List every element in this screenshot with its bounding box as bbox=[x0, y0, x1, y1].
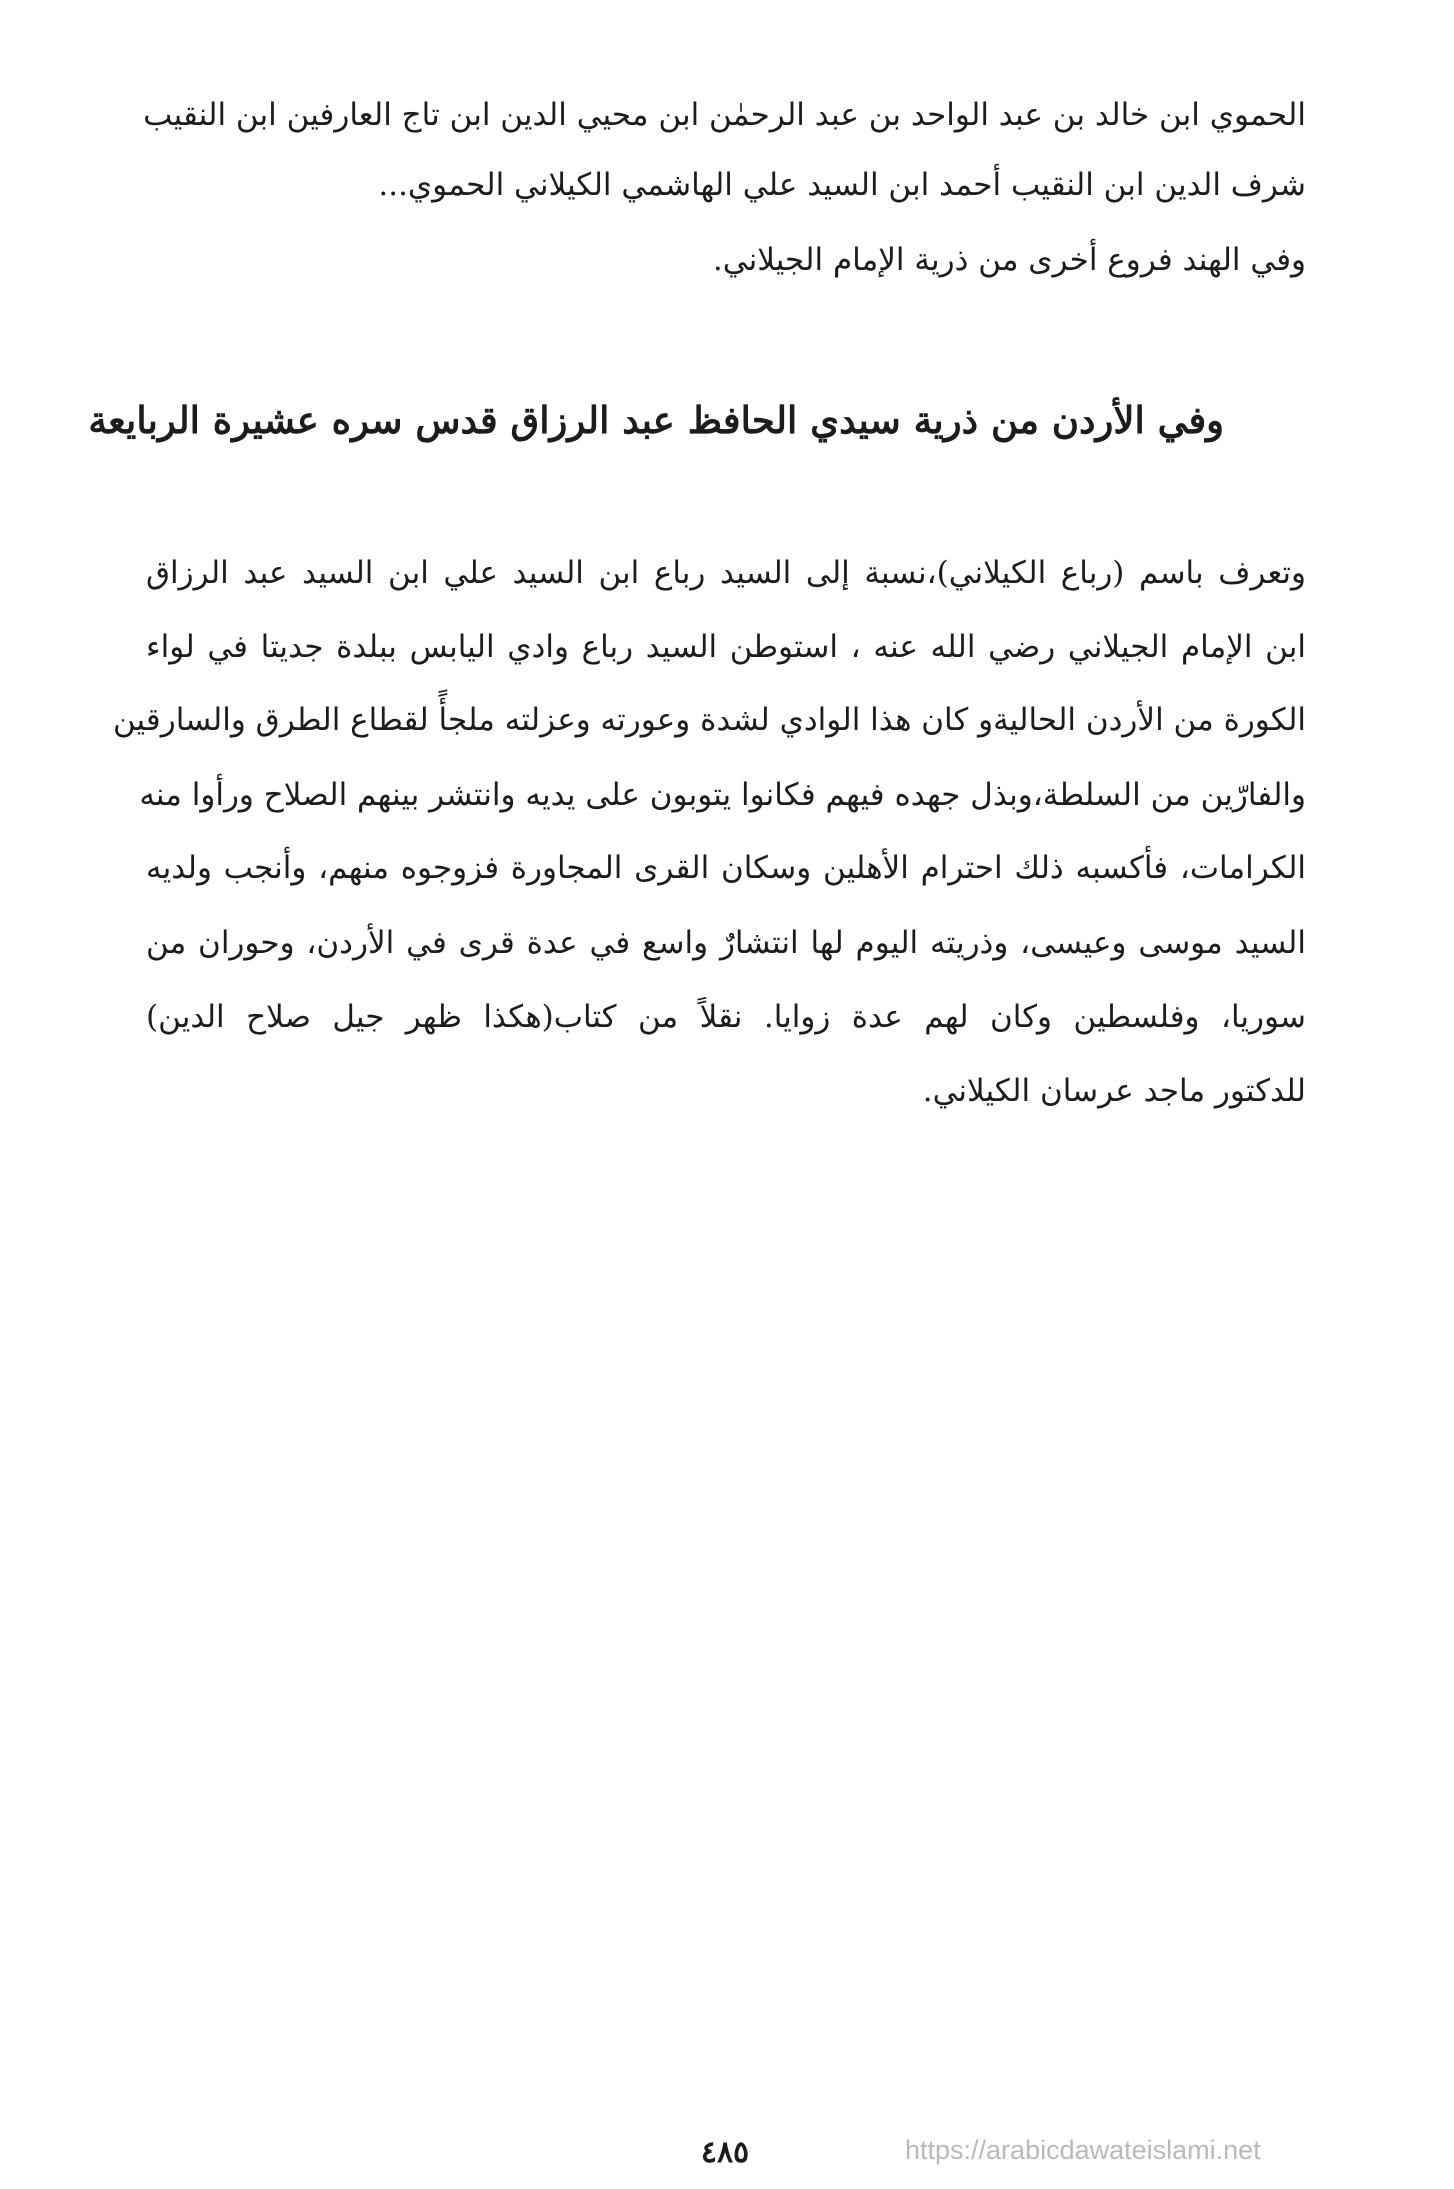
page-number: ٤٨٥ bbox=[700, 2135, 750, 2170]
paragraph-line: الحموي ابن خالد بن عبد الواحد بن عبد الرحمٰن ابن محيي الدين ابن تاج العارفين ابن النقيب bbox=[143, 97, 1306, 133]
paragraph-line: الكرامات، فأكسبه ذلك احترام الأهلين وسكان القرى المجاورة فزوجوه منهم، وأنجب ولديه bbox=[146, 850, 1306, 886]
paragraph-line: وفي الهند فروع أخرى من ذرية الإمام الجيلاني. bbox=[712, 242, 1306, 278]
paragraph-line: شرف الدين ابن النقيب أحمد ابن السيد علي الهاشمي الكيلاني الحموي... bbox=[378, 167, 1306, 203]
paragraph-line: ابن الإمام الجيلاني رضي الله عنه ، استوطن السيد رباع وادي اليابس ببلدة جديتا في لواء bbox=[146, 629, 1306, 665]
paragraph-line: سوريا، وفلسطين وكان لهم عدة زوايا. نقلاً من كتاب(هكذا ظهر جيل صلاح الدين) bbox=[146, 999, 1306, 1035]
watermark-url: https://arabicdawateislami.net bbox=[905, 2135, 1261, 2165]
paragraph-line: السيد موسى وعيسى، وذريته اليوم لها انتشارٌ واسع في عدة قرى في الأردن، وحوران من bbox=[146, 925, 1306, 961]
paragraph-line: والفارّين من السلطة،وبذل جهده فيهم فكانوا يتوبون على يديه وانتشر بينهم الصلاح ورأوا منه bbox=[139, 777, 1306, 813]
paragraph-line: الكورة من الأردن الحاليةو كان هذا الوادي لشدة وعورته وعزلته ملجأً لقطاع الطرق والسارقين bbox=[112, 702, 1306, 738]
section-heading: وفي الأردن من ذرية سيدي الحافظ عبد الرزاق قدس سره عشيرة الربايعة bbox=[88, 398, 1224, 442]
paragraph-line: للدكتور ماجد عرسان الكيلاني. bbox=[922, 1073, 1306, 1109]
paragraph-line: وتعرف باسم (رباع الكيلاني)،نسبة إلى السيد رباع ابن السيد علي ابن السيد عبد الرزاق bbox=[146, 555, 1306, 591]
